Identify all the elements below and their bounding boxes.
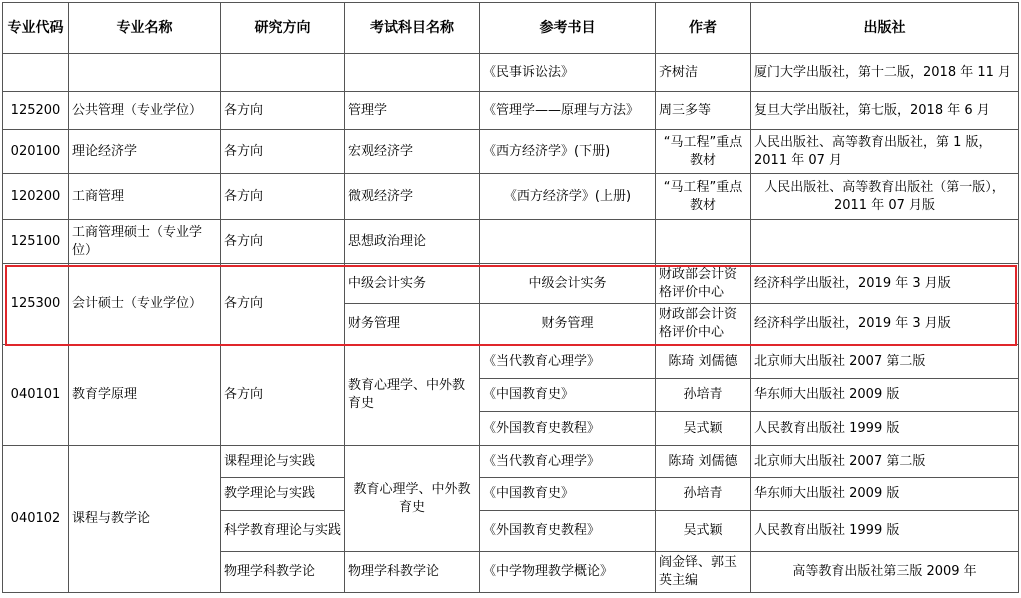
cell-code: 120200 [3, 174, 69, 220]
cell-author: 吴式颖 [656, 412, 751, 446]
cell-book: 《外国教育史教程》 [480, 511, 656, 552]
cell-subject: 中级会计实务 [345, 264, 480, 304]
cell-direction: 各方向 [221, 174, 345, 220]
cell-author: 财政部会计资格评价中心 [656, 304, 751, 345]
table-row [3, 130, 1019, 174]
cell-code: 040101 [3, 345, 69, 446]
cell-author: 孙培青 [656, 478, 751, 511]
cell-direction: 物理学科教学论 [221, 552, 345, 593]
cell-book: 《管理学——原理与方法》 [480, 92, 656, 130]
cell-publisher [751, 220, 1019, 264]
cell-publisher: 人民教育出版社 1999 版 [751, 412, 1019, 446]
header-subject: 考试科目名称 [345, 3, 480, 54]
header-book: 参考书目 [480, 3, 656, 54]
cell-author: 周三多等 [656, 92, 751, 130]
cell-subject: 宏观经济学 [345, 130, 480, 174]
cell-subject: 管理学 [345, 92, 480, 130]
cell-publisher: 经济科学出版社，2019 年 3 月版 [751, 264, 1019, 304]
cell-book: 《西方经济学》(上册) [480, 174, 656, 220]
cell-subject [345, 54, 480, 92]
cell-publisher: 北京师大出版社 2007 第二版 [751, 446, 1019, 478]
cell-subject: 物理学科教学论 [345, 552, 480, 593]
table-row [3, 174, 1019, 220]
cell-direction: 各方向 [221, 264, 345, 345]
cell-name: 会计硕士（专业学位） [69, 264, 221, 345]
cell-publisher: 华东师大出版社 2009 版 [751, 478, 1019, 511]
header-author: 作者 [656, 3, 751, 54]
cell-name: 理论经济学 [69, 130, 221, 174]
cell-code: 125100 [3, 220, 69, 264]
cell-author: 阎金铎、郭玉英主编 [656, 552, 751, 593]
cell-book [480, 220, 656, 264]
cell-publisher: 人民教育出版社 1999 版 [751, 511, 1019, 552]
cell-author: “马工程”重点教材 [656, 174, 751, 220]
cell-book: 《中国教育史》 [480, 379, 656, 412]
cell-subject: 财务管理 [345, 304, 480, 345]
cell-code: 125200 [3, 92, 69, 130]
header-row [3, 3, 1019, 54]
cell-publisher: 复旦大学出版社，第七版，2018 年 6 月 [751, 92, 1019, 130]
table-row [3, 220, 1019, 264]
cell-direction: 各方向 [221, 345, 345, 446]
cell-book: 中级会计实务 [480, 264, 656, 304]
cell-direction: 各方向 [221, 220, 345, 264]
cell-subject: 思想政治理论 [345, 220, 480, 264]
cell-publisher: 人民出版社、高等教育出版社，第 1 版，2011 年 07 月 [751, 130, 1019, 174]
cell-name: 课程与教学论 [69, 446, 221, 593]
cell-direction: 科学教育理论与实践 [221, 511, 345, 552]
cell-book: 《西方经济学》(下册) [480, 130, 656, 174]
cell-author: 财政部会计资格评价中心 [656, 264, 751, 304]
cell-book: 财务管理 [480, 304, 656, 345]
header-name: 专业名称 [69, 3, 221, 54]
cell-book: 《中国教育史》 [480, 478, 656, 511]
cell-code: 125300 [3, 264, 69, 345]
cell-direction: 课程理论与实践 [221, 446, 345, 478]
cell-author [656, 220, 751, 264]
cell-publisher: 北京师大出版社 2007 第二版 [751, 345, 1019, 379]
table-row [3, 92, 1019, 130]
cell-name: 工商管理 [69, 174, 221, 220]
cell-publisher: 经济科学出版社，2019 年 3 月版 [751, 304, 1019, 345]
table-row [3, 54, 1019, 92]
cell-publisher: 华东师大出版社 2009 版 [751, 379, 1019, 412]
cell-direction: 各方向 [221, 130, 345, 174]
cell-code: 040102 [3, 446, 69, 593]
table-row [3, 446, 1019, 478]
cell-code: 020100 [3, 130, 69, 174]
cell-book: 《民事诉讼法》 [480, 54, 656, 92]
table-row [3, 345, 1019, 379]
cell-subject: 教育心理学、中外教育史 [345, 446, 480, 552]
cell-subject: 教育心理学、中外教育史 [345, 345, 480, 446]
cell-code [3, 54, 69, 92]
cell-author: 齐树洁 [656, 54, 751, 92]
cell-author: 陈琦 刘儒德 [656, 345, 751, 379]
cell-publisher: 厦门大学出版社，第十二版，2018 年 11 月 [751, 54, 1019, 92]
cell-direction [221, 54, 345, 92]
cell-author: “马工程”重点教材 [656, 130, 751, 174]
cell-author: 陈琦 刘儒德 [656, 446, 751, 478]
cell-name: 教育学原理 [69, 345, 221, 446]
cell-name: 工商管理硕士（专业学位） [69, 220, 221, 264]
cell-author: 孙培青 [656, 379, 751, 412]
cell-name [69, 54, 221, 92]
cell-subject: 微观经济学 [345, 174, 480, 220]
cell-publisher: 高等教育出版社第三版 2009 年 [751, 552, 1019, 593]
header-publisher: 出版社 [751, 3, 1019, 54]
cell-book: 《当代教育心理学》 [480, 446, 656, 478]
header-code: 专业代码 [3, 3, 69, 54]
table-row [3, 264, 1019, 304]
header-direction: 研究方向 [221, 3, 345, 54]
cell-book: 《外国教育史教程》 [480, 412, 656, 446]
cell-name: 公共管理（专业学位） [69, 92, 221, 130]
cell-direction: 教学理论与实践 [221, 478, 345, 511]
cell-publisher: 人民出版社、高等教育出版社（第一版），2011 年 07 月版 [751, 174, 1019, 220]
catalog-table [2, 2, 1019, 593]
cell-author: 吴式颖 [656, 511, 751, 552]
cell-direction: 各方向 [221, 92, 345, 130]
cell-book: 《当代教育心理学》 [480, 345, 656, 379]
cell-book: 《中学物理教学概论》 [480, 552, 656, 593]
